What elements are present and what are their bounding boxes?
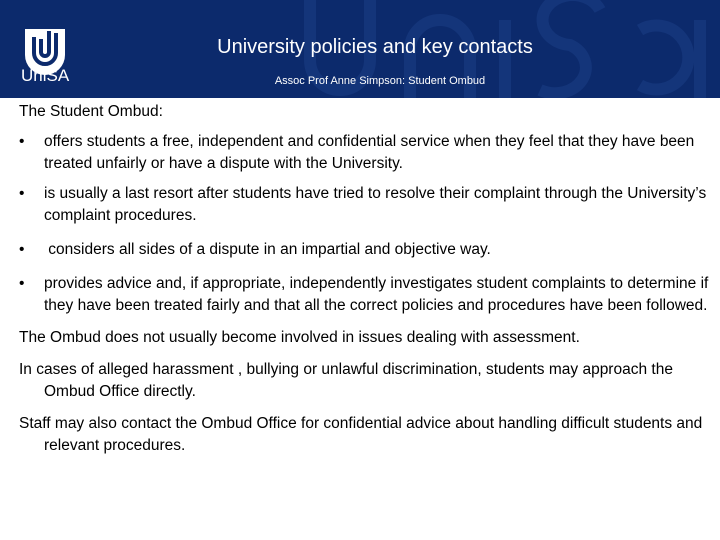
- intro-text: The Student Ombud:: [19, 103, 163, 120]
- slide-subtitle: Assoc Prof Anne Simpson: Student Ombud: [274, 75, 486, 87]
- bullet-text: is usually a last resort after students have tried to resolve their complaint through the University’s complaint procedures.: [44, 185, 707, 224]
- list-item: [19, 239, 709, 261]
- list-item: [19, 183, 709, 227]
- slide-body: [19, 101, 709, 457]
- list-item: [19, 131, 709, 175]
- bullet-text: offers students a free, independent and confidential service when they feel that they have been treated unfairly or have a dispute with the University.: [44, 133, 695, 172]
- paragraph: In cases of alleged harassment , bullying or unlawful discrimination, students may approach the Ombud Office directly.: [19, 361, 673, 400]
- paragraph: The Ombud does not usually become involved in issues dealing with assessment.: [19, 329, 580, 346]
- bullet-icon: •: [19, 275, 25, 292]
- slide-header: [0, 0, 720, 98]
- logo-text: UniSA: [21, 66, 70, 85]
- bullet-icon: •: [19, 185, 25, 202]
- bullet-icon: •: [19, 241, 25, 258]
- list-item: [19, 273, 709, 317]
- slide-title: University policies and key contacts: [217, 36, 533, 58]
- bullet-icon: •: [19, 133, 25, 150]
- bullet-text: provides advice and, if appropriate, independently investigates student complaints to determine if they have been treated fairly and that all the correct policies and procedures have been followed.: [44, 275, 709, 314]
- paragraph: Staff may also contact the Ombud Office for confidential advice about handling difficult students and relevant procedures.: [19, 415, 703, 454]
- bullet-text: considers all sides of a dispute in an impartial and objective way.: [44, 241, 491, 258]
